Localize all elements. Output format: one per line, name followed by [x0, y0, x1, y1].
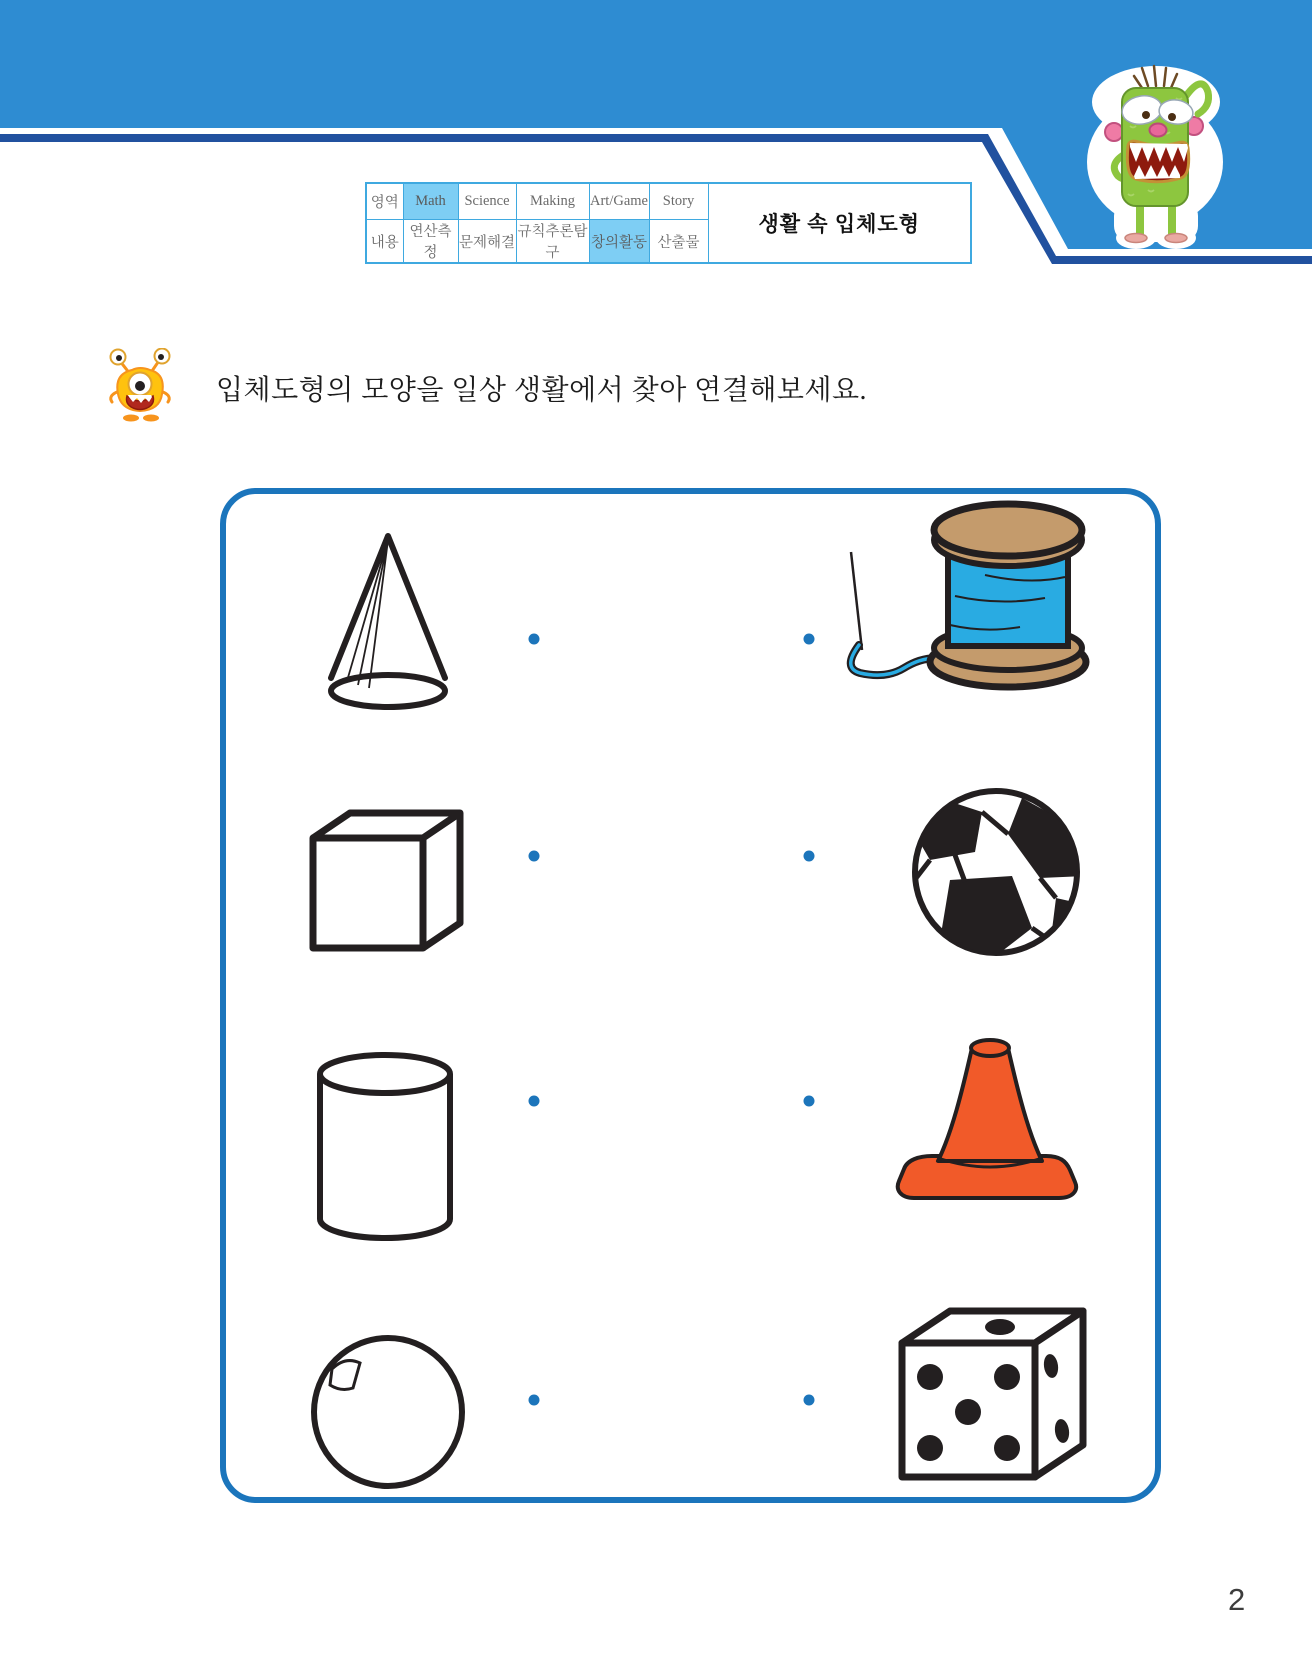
- match-dot-right-4[interactable]: [804, 1395, 815, 1406]
- cube-shape: [313, 813, 460, 948]
- info-table-cell-creative: 창의활동: [589, 220, 649, 264]
- page-number: 2: [1228, 1582, 1246, 1617]
- match-dot-left-2[interactable]: [529, 851, 540, 862]
- info-table-cell: 규칙추론탐구: [516, 220, 589, 264]
- info-table-cell: Science: [458, 183, 516, 220]
- info-table-cell: Art/Game: [589, 183, 649, 220]
- match-dot-left-4[interactable]: [529, 1395, 540, 1406]
- cone-shape: [331, 536, 445, 707]
- info-table-cell: 연산측정: [403, 220, 458, 264]
- info-table-cell-math: Math: [403, 183, 458, 220]
- info-table-cell: 내용: [366, 220, 403, 264]
- cylinder-shape: [320, 1055, 450, 1238]
- info-table-cell: 영역: [366, 183, 403, 220]
- info-table-cell: 문제해결: [458, 220, 516, 264]
- match-dot-right-1[interactable]: [804, 634, 815, 645]
- instruction-text: 입체도형의 모양을 일상 생활에서 찾아 연결해보세요.: [216, 375, 868, 406]
- lesson-title: 생활 속 입체도형: [708, 183, 971, 263]
- match-dot-left-3[interactable]: [529, 1096, 540, 1107]
- sphere-shape: [314, 1338, 462, 1486]
- info-table-cell: 산출물: [649, 220, 708, 264]
- thread-spool-illustration: [851, 504, 1086, 687]
- match-dot-right-3[interactable]: [804, 1096, 815, 1107]
- dice-illustration: [902, 1311, 1083, 1477]
- match-dot-left-1[interactable]: [529, 634, 540, 645]
- soccer-ball-illustration: [908, 791, 1092, 995]
- traffic-cone-illustration: [898, 1040, 1076, 1198]
- info-table-cell: Making: [516, 183, 589, 220]
- info-table-cell: Story: [649, 183, 708, 220]
- match-dot-right-2[interactable]: [804, 851, 815, 862]
